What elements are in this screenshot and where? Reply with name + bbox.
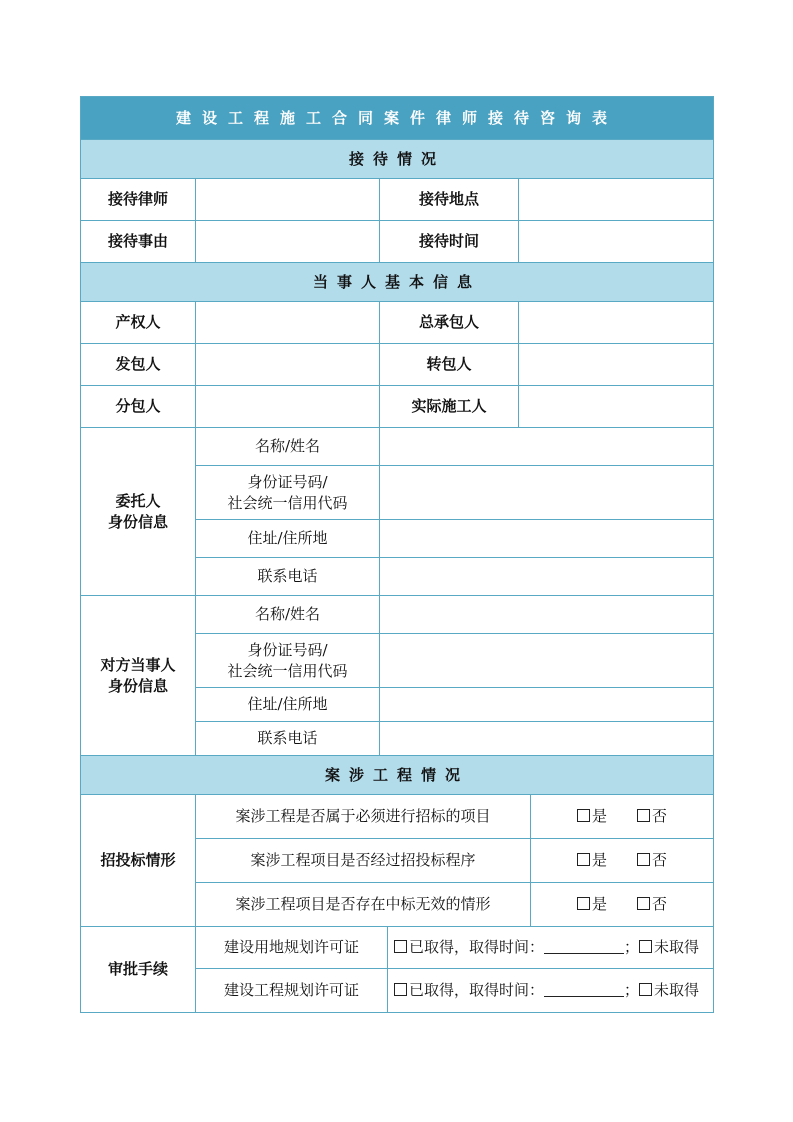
not-obtained-checkbox[interactable] <box>639 983 652 996</box>
bidding-question-3: 案涉工程项目是否存在中标无效的情形 <box>196 883 531 927</box>
field-opponent-id[interactable] <box>380 634 714 688</box>
bidding-question-1: 案涉工程是否属于必须进行招标的项目 <box>196 795 531 839</box>
label-employer: 发包人 <box>81 344 196 386</box>
form-title: 建设工程施工合同案件律师接待咨询表 <box>81 97 714 140</box>
bidding-answer-1 <box>531 795 714 839</box>
separator: ； <box>624 981 640 1000</box>
field-property-owner[interactable] <box>196 302 380 344</box>
label-client-name: 名称/姓名 <box>196 428 380 466</box>
label-opponent-identity <box>81 596 196 756</box>
field-client-name[interactable] <box>380 428 714 466</box>
field-reception-lawyer[interactable] <box>196 179 380 221</box>
label-subcontractor: 分包人 <box>81 386 196 428</box>
obtained-label: 已取得，取得时间： <box>409 938 545 957</box>
bidding-answer-3 <box>531 883 714 927</box>
field-reception-location[interactable] <box>519 179 714 221</box>
land-permit-status <box>388 927 714 969</box>
no-checkbox[interactable] <box>637 897 650 910</box>
yes-label: 是 <box>592 807 608 826</box>
consultation-form <box>80 96 714 1013</box>
label-construction-permit: 建设工程规划许可证 <box>196 969 388 1013</box>
field-subcontract-transfer[interactable] <box>519 344 714 386</box>
label-client-address: 住址/住所地 <box>196 520 380 558</box>
section-reception: 接待情况 <box>81 140 714 179</box>
no-checkbox[interactable] <box>637 853 650 866</box>
section-project: 案涉工程情况 <box>81 756 714 795</box>
label-reception-reason: 接待事由 <box>81 221 196 263</box>
yes-label: 是 <box>592 851 608 870</box>
label-client-phone: 联系电话 <box>196 558 380 596</box>
label-reception-time: 接待时间 <box>380 221 519 263</box>
not-obtained-label: 未取得 <box>654 981 700 1000</box>
field-actual-builder[interactable] <box>519 386 714 428</box>
field-general-contractor[interactable] <box>519 302 714 344</box>
label-client-line1: 委托人 <box>115 492 161 511</box>
obtained-checkbox[interactable] <box>394 983 407 996</box>
field-opponent-address[interactable] <box>380 688 714 722</box>
label-bidding: 招投标情形 <box>81 795 196 927</box>
field-employer[interactable] <box>196 344 380 386</box>
label-opponent-name: 名称/姓名 <box>196 596 380 634</box>
label-subcontract-transfer: 转包人 <box>380 344 519 386</box>
label-reception-location: 接待地点 <box>380 179 519 221</box>
yes-checkbox[interactable] <box>577 853 590 866</box>
no-label: 否 <box>652 851 668 870</box>
section-parties: 当事人基本信息 <box>81 263 714 302</box>
not-obtained-label: 未取得 <box>654 938 700 957</box>
label-opponent-phone: 联系电话 <box>196 722 380 756</box>
field-client-phone[interactable] <box>380 558 714 596</box>
no-label: 否 <box>652 807 668 826</box>
label-reception-lawyer: 接待律师 <box>81 179 196 221</box>
bidding-question-2: 案涉工程项目是否经过招投标程序 <box>196 839 531 883</box>
label-client-id-line1: 身份证号码/ <box>247 473 328 492</box>
field-subcontractor[interactable] <box>196 386 380 428</box>
label-approval: 审批手续 <box>81 927 196 1013</box>
label-client-identity <box>81 428 196 596</box>
yes-label: 是 <box>592 895 608 914</box>
label-land-permit: 建设用地规划许可证 <box>196 927 388 969</box>
obtained-checkbox[interactable] <box>394 940 407 953</box>
separator: ； <box>624 938 640 957</box>
label-opponent-id-line2: 社会统一信用代码 <box>227 661 348 680</box>
label-opponent-line2: 身份信息 <box>107 676 168 695</box>
field-client-id[interactable] <box>380 466 714 520</box>
no-checkbox[interactable] <box>637 809 650 822</box>
label-client-id <box>196 466 380 520</box>
bidding-answer-2 <box>531 839 714 883</box>
label-opponent-id <box>196 634 380 688</box>
field-reception-reason[interactable] <box>196 221 380 263</box>
field-opponent-phone[interactable] <box>380 722 714 756</box>
field-client-address[interactable] <box>380 520 714 558</box>
construction-permit-status <box>388 969 714 1013</box>
label-opponent-id-line1: 身份证号码/ <box>247 641 328 660</box>
obtained-label: 已取得，取得时间： <box>409 981 545 1000</box>
field-reception-time[interactable] <box>519 221 714 263</box>
date-blank[interactable] <box>544 984 624 997</box>
label-actual-builder: 实际施工人 <box>380 386 519 428</box>
yes-checkbox[interactable] <box>577 809 590 822</box>
label-client-id-line2: 社会统一信用代码 <box>227 493 348 512</box>
date-blank[interactable] <box>544 941 624 954</box>
label-opponent-line1: 对方当事人 <box>100 656 176 675</box>
label-client-line2: 身份信息 <box>107 512 168 531</box>
label-opponent-address: 住址/住所地 <box>196 688 380 722</box>
label-property-owner: 产权人 <box>81 302 196 344</box>
yes-checkbox[interactable] <box>577 897 590 910</box>
label-general-contractor: 总承包人 <box>380 302 519 344</box>
field-opponent-name[interactable] <box>380 596 714 634</box>
not-obtained-checkbox[interactable] <box>639 940 652 953</box>
no-label: 否 <box>652 895 668 914</box>
